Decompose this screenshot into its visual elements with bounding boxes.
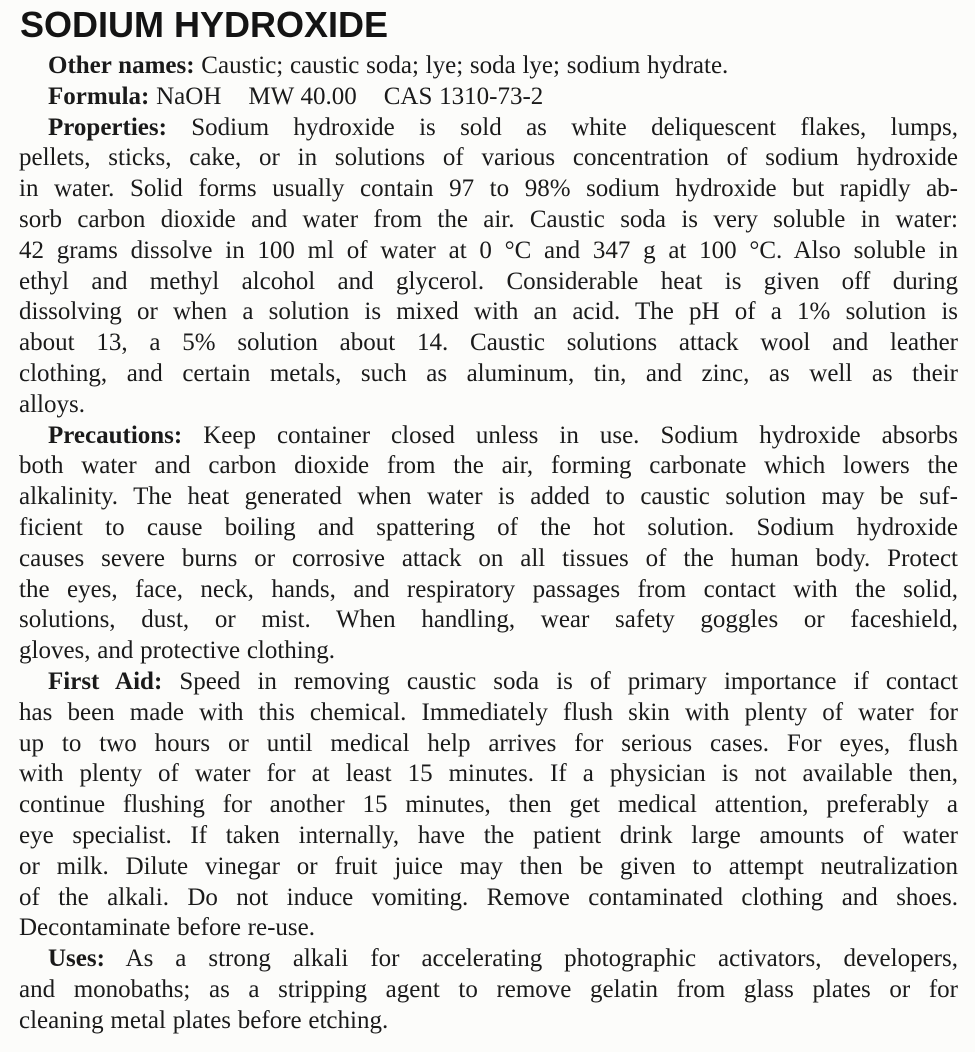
section-properties-label: Properties:	[48, 113, 167, 141]
section-properties-line-7: dissolving or when a solution is mixed with an acid. The pH of a 1% solution is	[19, 298, 958, 326]
section-properties-line-9: clothing, and certain metals, such as aluminum, tin, and zinc, as well as their	[19, 359, 958, 387]
section-first-aid-line-9: Decontaminate before re-use.	[19, 914, 315, 942]
section-precautions-line-8: gloves, and protective clothing.	[19, 637, 336, 665]
section-first-aid-label: First Aid:	[48, 667, 163, 695]
section-properties-line-1: Properties: Sodium hydroxide is sold as white deliquescent flakes, lumps,	[48, 113, 958, 141]
section-other-names-line-1: Other names: Caustic; caustic soda; lye; soda lye; sodium hydrate.	[48, 52, 729, 79]
section-precautions-line-1: Precautions: Keep container closed unless in use. Sodium hydroxide absorbs	[48, 421, 958, 449]
section-precautions-line-5: causes severe burns or corrosive attack on all tissues of the human body. Protect	[19, 544, 958, 572]
section-properties-line-10: alloys.	[19, 390, 85, 418]
section-precautions-line-6: the eyes, face, neck, hands, and respiratory passages from contact with the solid,	[19, 575, 958, 603]
section-uses-label: Uses:	[48, 945, 105, 973]
section-properties-line-8: about 13, a 5% solution about 14. Caustic solutions attack wool and leather	[19, 329, 958, 357]
section-properties-line-3: in water. Solid forms usually contain 97 to 98% sodium hydroxide but rapidly ab-	[19, 175, 958, 203]
section-uses-line-2: and monobaths; as a stripping agent to remove gelatin from glass plates or for	[19, 975, 958, 1003]
section-first-aid-line-3: up to two hours or until medical help arrives for serious cases. For eyes, flush	[19, 729, 958, 757]
section-other-names	[19, 51, 958, 82]
section-precautions-line-2: both water and carbon dioxide from the air, forming carbonate which lowers the	[19, 452, 958, 480]
section-properties	[19, 113, 958, 421]
section-first-aid-line-1: First Aid: Speed in removing caustic soda is of primary importance if contact	[48, 667, 958, 695]
section-properties-line-5: 42 grams dissolve in 100 ml of water at 0 °C and 347 g at 100 °C. Also soluble in	[19, 236, 958, 264]
section-properties-line-2: pellets, sticks, cake, or in solutions of various concentration of sodium hydroxide	[19, 144, 958, 172]
document-body	[19, 51, 958, 1037]
section-uses	[19, 944, 958, 1036]
section-uses-line-1: Uses: As a strong alkali for accelerating photographic activators, developers,	[48, 945, 958, 973]
section-uses-line-3: cleaning metal plates before etching.	[19, 1006, 389, 1034]
section-first-aid-line-8: of the alkali. Do not induce vomiting. Remove contaminated clothing and shoes.	[19, 883, 958, 911]
section-first-aid-line-4: with plenty of water for at least 15 minutes. If a physician is not available then,	[19, 760, 958, 788]
section-properties-line-6: ethyl and methyl alcohol and glycerol. Considerable heat is given off during	[19, 267, 958, 295]
section-first-aid	[19, 667, 958, 944]
section-precautions	[19, 421, 958, 667]
section-first-aid-line-5: continue flushing for another 15 minutes, then get medical attention, preferably a	[19, 791, 958, 819]
section-first-aid-line-7: or milk. Dilute vinegar or fruit juice may then be given to attempt neutralization	[19, 852, 958, 880]
section-first-aid-line-2: has been made with this chemical. Immediately flush skin with plenty of water for	[19, 698, 958, 726]
section-precautions-label: Precautions:	[48, 421, 183, 449]
page-title: SODIUM HYDROXIDE	[20, 4, 389, 45]
section-properties-line-4: sorb carbon dioxide and water from the air. Caustic soda is very soluble in water:	[19, 205, 958, 233]
section-formula-label: Formula:	[48, 82, 150, 110]
section-formula-line-1: Formula: NaOH MW 40.00 CAS 1310-73-2	[48, 82, 544, 110]
section-precautions-line-7: solutions, dust, or mist. When handling, wear safety goggles or faceshield,	[19, 606, 958, 634]
section-formula	[19, 82, 958, 113]
section-precautions-line-4: ficient to cause boiling and spattering of the hot solution. Sodium hydroxide	[19, 513, 958, 541]
section-precautions-line-3: alkalinity. The heat generated when water is added to caustic solution may be suf-	[19, 483, 958, 511]
section-first-aid-line-6: eye specialist. If taken internally, have the patient drink large amounts of water	[19, 821, 958, 849]
section-other-names-label: Other names:	[48, 52, 195, 79]
